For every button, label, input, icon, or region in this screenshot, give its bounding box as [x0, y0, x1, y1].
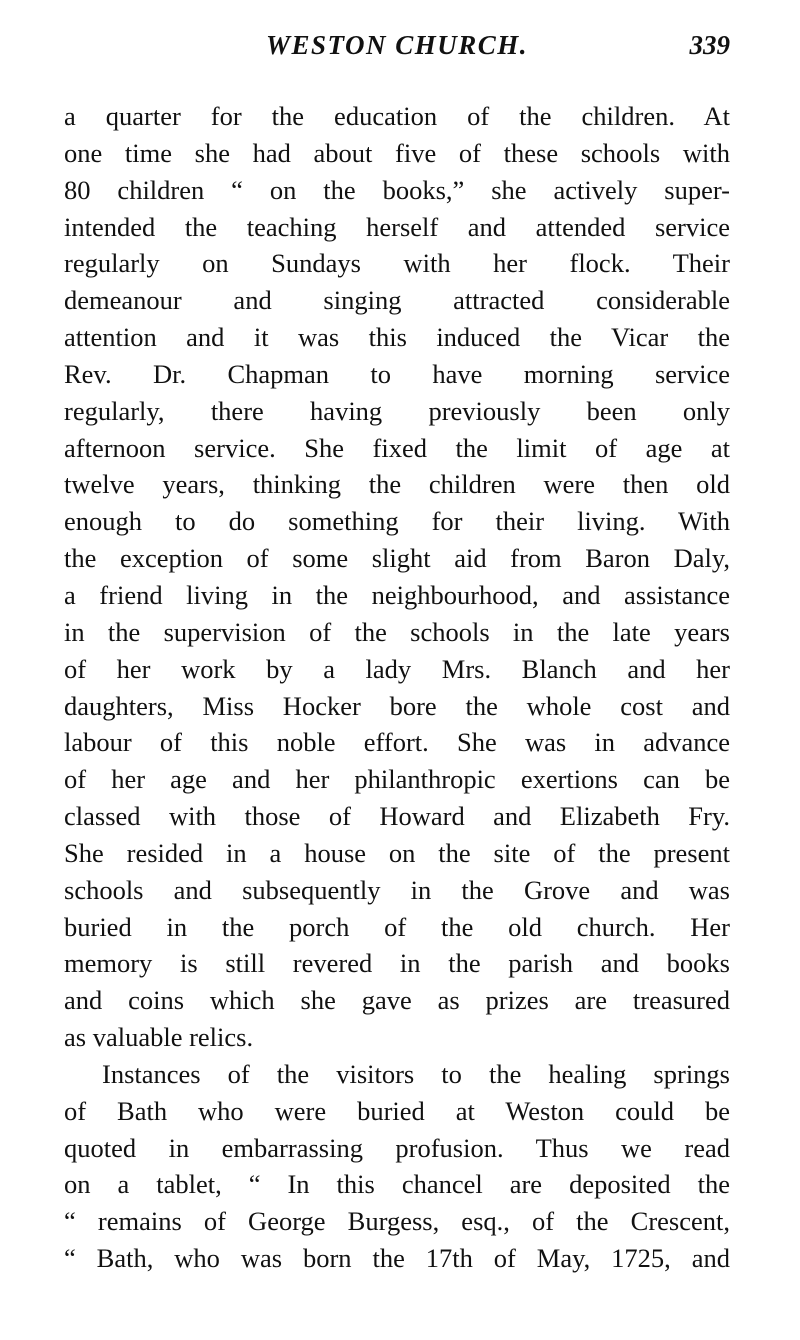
text-line: daughters, Miss Hocker bore the whole cost and — [64, 690, 730, 721]
text-line: demeanour and singing attracted considerable — [64, 285, 730, 316]
text-line: intended the teaching herself and attended service — [64, 211, 730, 242]
text-line: afternoon service. She fixed the limit of age at — [64, 432, 730, 463]
text-line: a friend living in the neighbourhood, and assistance — [64, 579, 730, 610]
running-title: WESTON CHURCH. — [265, 30, 529, 60]
text-line: of her age and her philanthropic exertions can be — [64, 764, 730, 795]
text-line: Rev. Dr. Chapman to have morning service — [64, 358, 730, 389]
text-line: and coins which she gave as prizes are treasured — [64, 985, 730, 1016]
text-line: “ Bath, who was born the 17th of May, 1725, and — [64, 1243, 730, 1274]
text-line: of her work by a lady Mrs. Blanch and her — [64, 653, 730, 684]
text-line: labour of this noble effort. She was in advance — [64, 727, 730, 758]
text-line: buried in the porch of the old church. Her — [64, 911, 730, 942]
paragraph-end-line: as valuable relics. — [64, 1022, 254, 1053]
text-line: of Bath who were buried at Weston could be — [64, 1095, 730, 1126]
text-line: the exception of some slight aid from Baron Daly, — [64, 543, 730, 574]
text-line: twelve years, thinking the children were then old — [64, 469, 730, 500]
text-line: memory is still revered in the parish and books — [64, 948, 730, 979]
text-line: a quarter for the education of the children. At — [64, 101, 730, 131]
text-line: regularly on Sundays with her flock. Their — [64, 248, 730, 279]
body-text — [64, 98, 730, 1277]
text-line: regularly, there having previously been only — [64, 395, 730, 426]
text-line: on a tablet, “ In this chancel are deposited the — [64, 1169, 730, 1200]
text-line: “ remains of George Burgess, esq., of the Crescent, — [64, 1206, 730, 1237]
text-line: 80 children “ on the books,” she actively super- — [64, 174, 730, 205]
text-line: classed with those of Howard and Elizabeth Fry. — [64, 801, 730, 832]
text-line: in the supervision of the schools in the late years — [64, 616, 730, 647]
text-line: one time she had about five of these schools with — [64, 137, 730, 168]
text-line: schools and subsequently in the Grove and was — [64, 874, 730, 905]
text-line: attention and it was this induced the Vicar the — [64, 322, 730, 353]
text-line: quoted in embarrassing profusion. Thus we read — [64, 1132, 730, 1163]
text-line: She resided in a house on the site of the present — [64, 837, 730, 868]
paragraph-start-line: Instances of the visitors to the healing springs — [102, 1058, 730, 1089]
page-number: 339 — [689, 30, 730, 60]
running-head — [64, 30, 730, 70]
text-line: enough to do something for their living. With — [64, 506, 730, 537]
